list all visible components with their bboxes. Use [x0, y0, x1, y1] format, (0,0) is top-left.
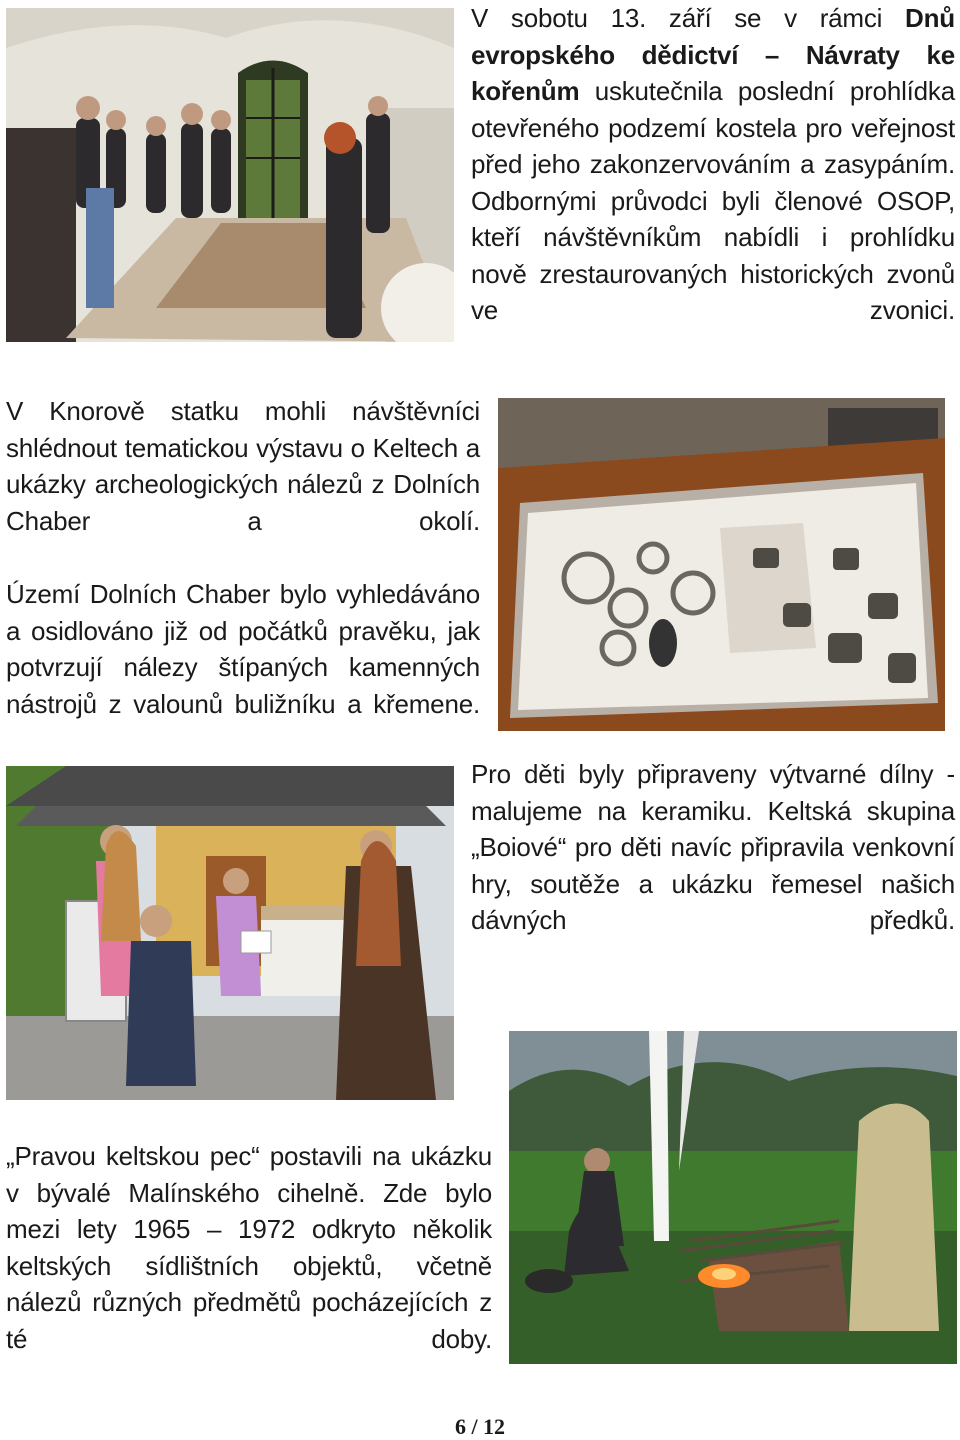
photo-children-workshop: [6, 766, 454, 1100]
paragraph-celtic-oven: „Pravou keltskou pec“ postavili na ukázku v bývalé Malínského cihelně. Zde bylo mezi lety 1965 – 1972 odkryto několik keltských sídlištních objektů, včetně nálezů různých předmětů pocházejících z té doby.: [6, 1141, 492, 1354]
paragraph-church-tour: [471, 0, 955, 329]
paragraph-workshops: Pro děti byly připraveny výtvarné dílny - malujeme na keramiku. Keltská skupina „Boiové“ pro děti navíc připravila venkovní hry, soutěže a ukázku řemesel našich dávných předků.: [471, 759, 955, 935]
page-number: 6 / 12: [454, 1414, 506, 1439]
text-church-intro: V sobotu 13. září se v rámci: [471, 3, 906, 33]
paragraph-prehistory: Území Dolních Chaber bylo vyhledáváno a osidlováno již od počátků pravěku, jak potvrzují nálezy štípaných kamenných nástrojů z valounů buližníku a křemene.: [6, 579, 480, 719]
photo-celtic-oven: [509, 1031, 957, 1364]
paragraph-exhibition: V Knorově statku mohli návštěvníci shlédnout tematickou výstavu o Keltech a ukázky archeologických nálezů z Dolních Chaber a okolí.: [6, 396, 480, 536]
photo-artifact-showcase: [498, 398, 945, 731]
text-church-rest: uskutečnila poslední prohlídka otevřeného podzemí kostela pro veřejnost před jeho zakonzervováním a zasypáním. Odbornými průvodci byli členové OSOP, kteří návštěvníkům nabídli i prohlídku nově zrestaurovaných historických zvonů ve zvonici.: [471, 76, 955, 325]
photo-church-visitors: [6, 8, 454, 342]
text-event-name: Dnů evropského dědictví – Návraty ke kořenům: [471, 3, 955, 106]
